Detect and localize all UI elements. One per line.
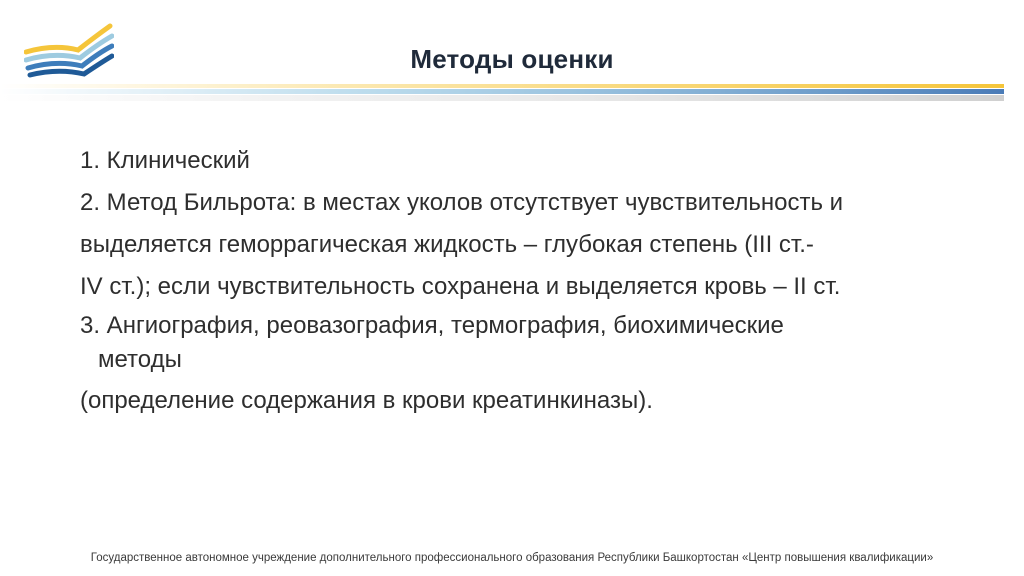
content-line-2: 2. Метод Бильрота: в местах уколов отсутствует чувствительность и — [80, 189, 844, 216]
slide-title: Методы оценки — [410, 44, 614, 74]
footer-organization: Государственное автономное учреждение дополнительного профессионального образования Республики Башкортостан «Центр повышения квалификации» — [90, 552, 934, 564]
header-divider — [0, 84, 1004, 102]
content-line-1: 1. Клинический — [80, 147, 250, 174]
content-line-4: IV ст.); если чувствительность сохранена и выделяется кровь – II ст. — [80, 273, 841, 300]
content-body — [80, 140, 960, 422]
content-line-6: методы — [98, 346, 182, 373]
content-line-5: 3. Ангиография, реовазография, термография, биохимические — [80, 312, 784, 339]
content-line-3: выделяется геморрагическая жидкость – глубокая степень (III ст.- — [80, 231, 814, 258]
content-line-7: (определение содержания в крови креатинкиназы). — [80, 387, 653, 414]
